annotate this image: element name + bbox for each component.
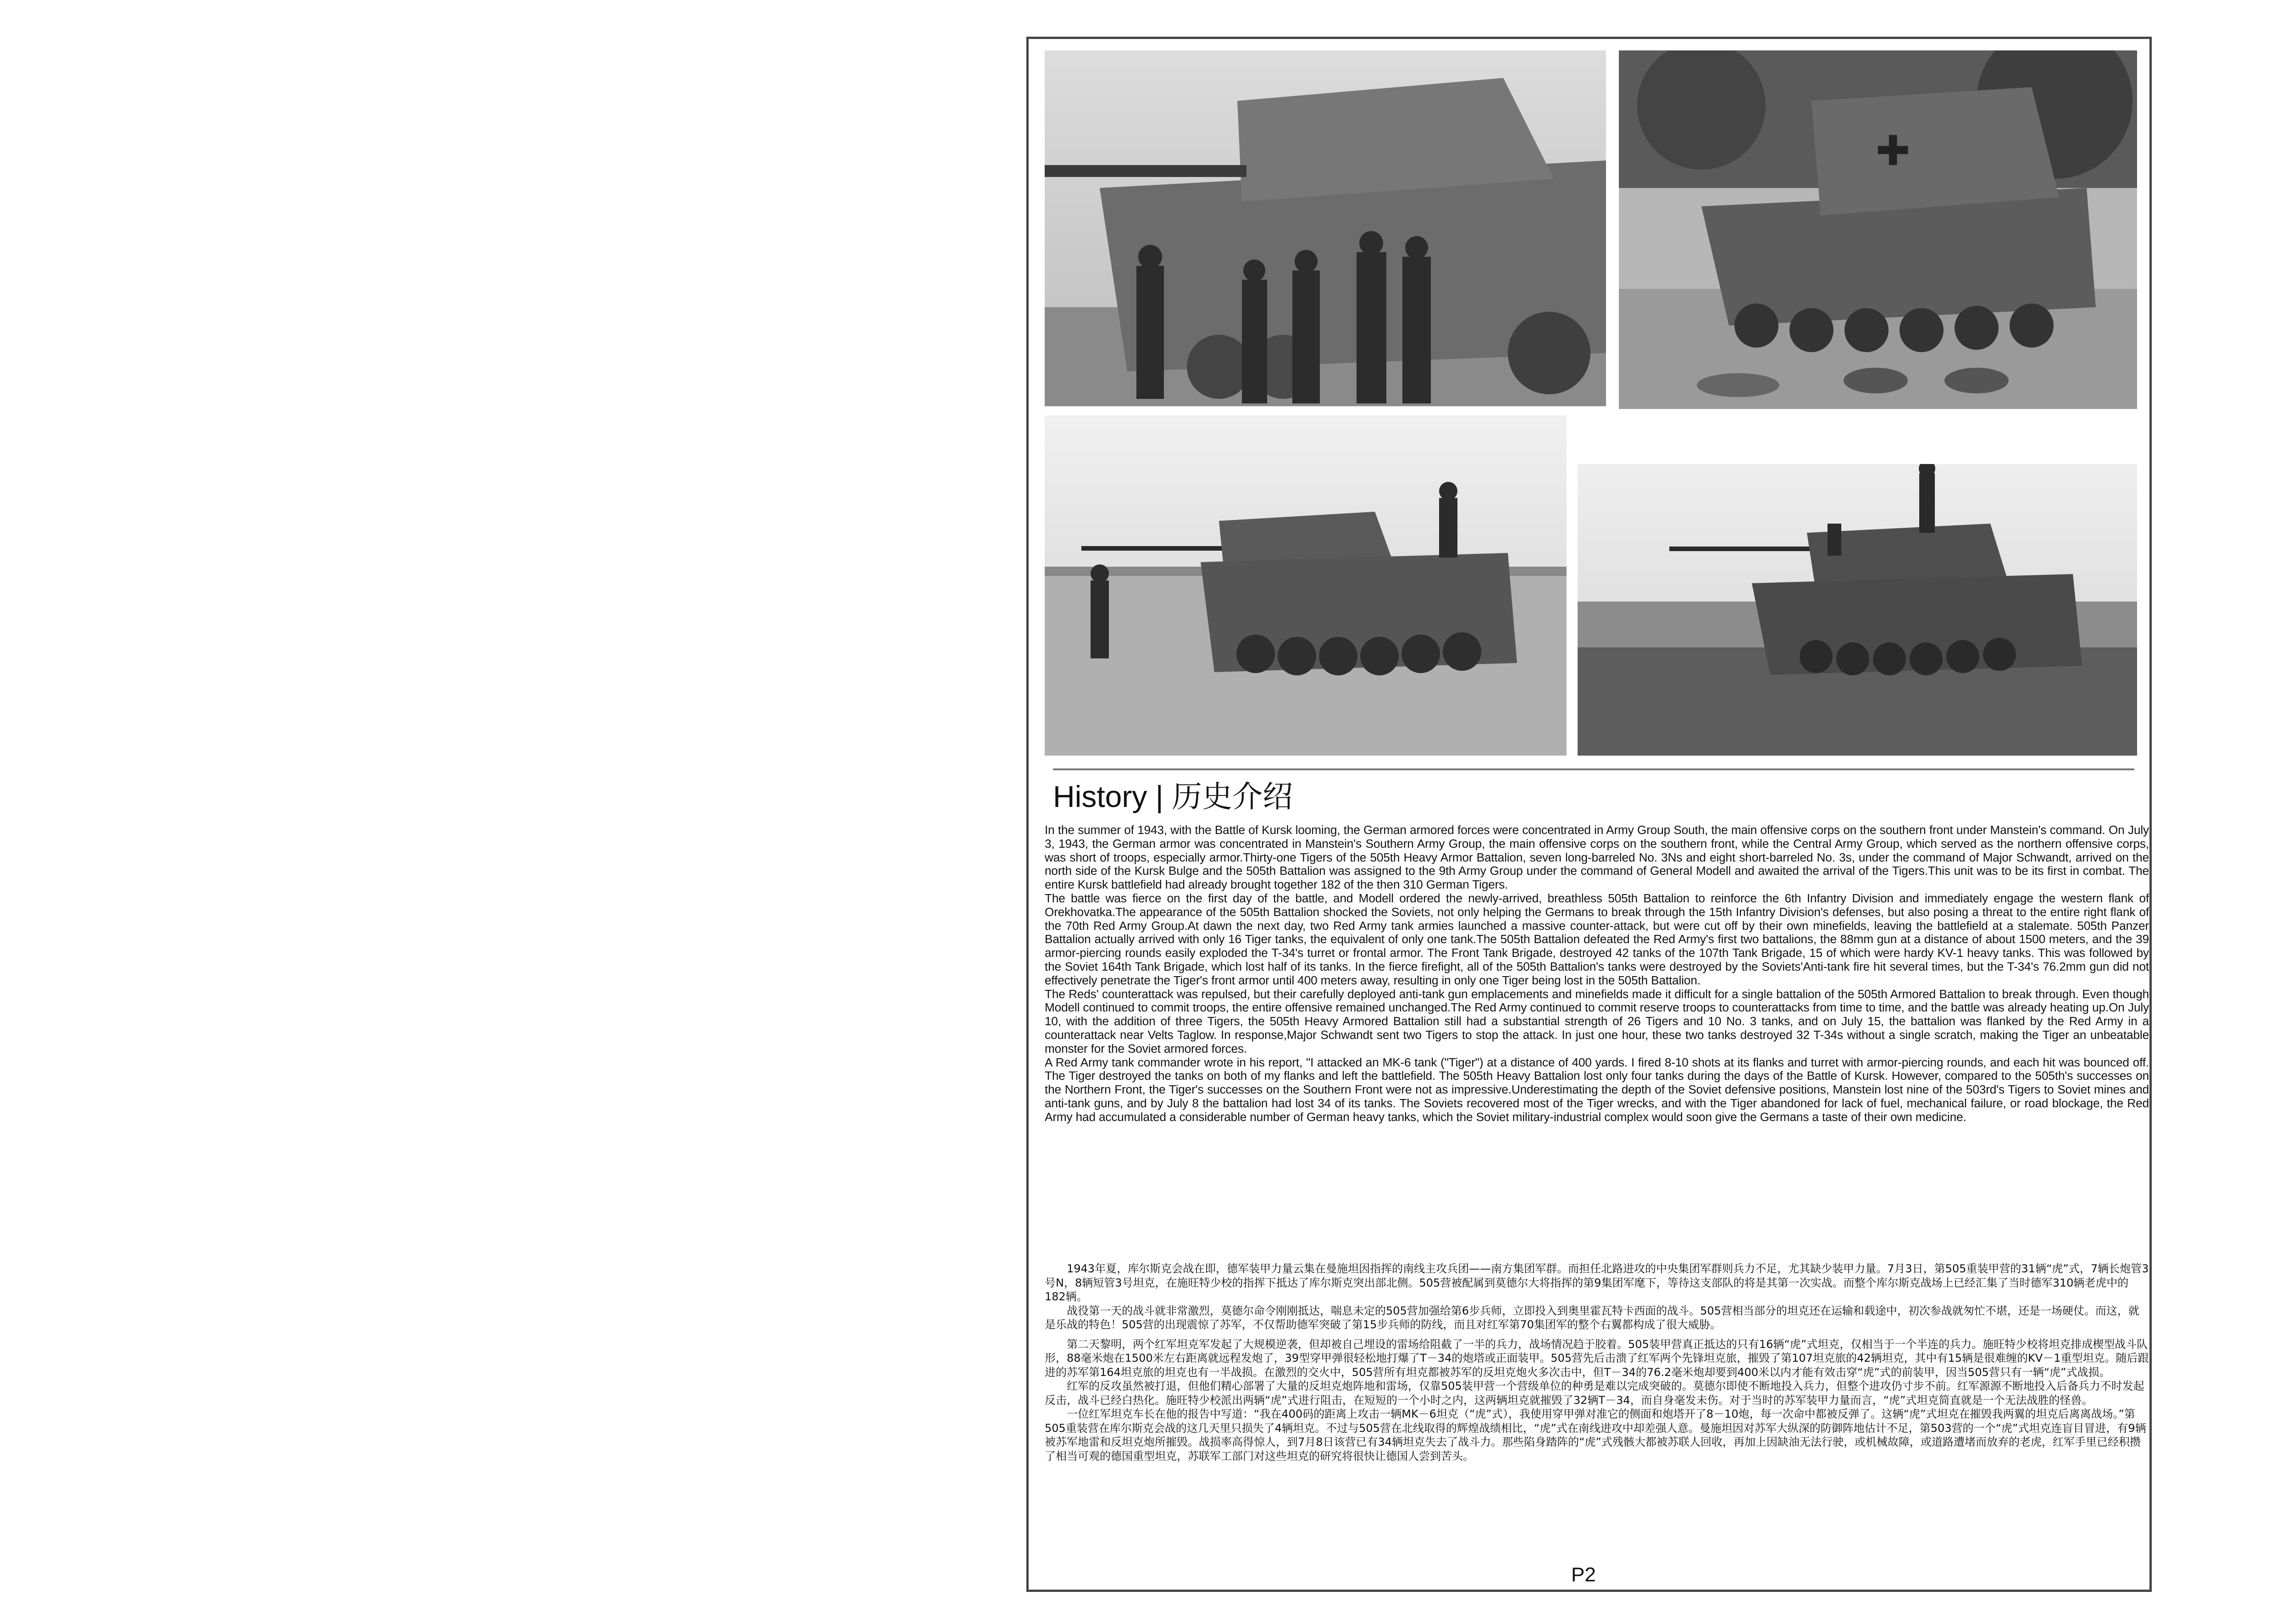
photo-tiger-crew-image: [1045, 50, 1606, 406]
chinese-paragraph: 第二天黎明，两个红军坦克军发起了大规模逆袭，但却被自己埋设的雷场给阻截了一半的兵力，战场情况趋于胶着。505装甲营真正抵达的只有16辆“虎”式坦克，仅相当于一个半连的兵力。施旺特少校将坦克排成楔型战斗队形，88毫米炮在1500米左右距离就远程发炮了，39型穿甲弹很轻松地打爆了T－34的炮塔或正面装甲。505营先后击溃了红军两个先锋坦克旅，摧毁了第107坦克旅的42辆坦克，其中有15辆是很难缠的KV－1重型坦克。随后跟进的苏军第164坦克旅的坦克也有一半战损。在激烈的交火中，505营所有坦克都被苏军的反坦克炮火多次击中，但T－34的76.2毫米炮却要到400米以内才能有效击穿“虎”式的前装甲，因当505营只有一辆“虎”式战损。: [1045, 1337, 2149, 1379]
english-paragraph: A Red Army tank commander wrote in his report, "I attacked an MK-6 tank ("Tiger") at a distance of 400 yards. I fired 8-10 shots at its flanks and turret with armor-piercing rounds, and each hit was bounced off. The Tiger destroyed the tanks on both of my flanks and left the battlefield. The 505th Heavy Battalion lost only four tanks during the days of the Battle of Kursk. However, compared to the 505th's successes on the Northern Front, the Tiger's successes on the Southern Front were not as impressive.Underestimating the depth of the Soviet defensive positions, Manstein lost nine of the 503rd's Tigers to Soviet mines and anti-tank guns, and by July 8 the battalion had lost 34 of its tanks. The Soviets recovered most of the Tiger wrecks, and with the Tiger abandoned for lack of fuel, mechanical failure, or road blockage, the Red Army had accumulated a considerable number of German heavy tanks, which the Soviet military-industrial complex would soon give the Germans a taste of their own medicine.: [1045, 1055, 2149, 1124]
english-paragraph: The Reds' counterattack was repulsed, but their carefully deployed anti-tank gun emplacements and minefields made it difficult for a single battalion of the 505th Armored Battalion to break through. Even though Modell continued to commit troops, the entire offensive remained unchanged.The Red Army continued to commit reserve troops to counterattacks from time to time, and the battle was already heating up.On July 10, with the addition of three Tigers, the 505th Heavy Armored Battalion still had a substantial strength of 26 Tigers and 10 No. 3 tanks, and on July 15, the battalion was flanked by the Red Army in a counterattack near Velts Taglow. In response,Major Schwandt sent two Tigers to stop the attack. In just one hour, these two tanks destroyed 32 T-34s without a single scratch, making the Tiger an unbeatable monster for the Soviet armored forces.: [1045, 987, 2149, 1055]
history-heading: History | 历史介绍: [1053, 779, 1293, 813]
english-paragraph: The battle was fierce on the first day of the battle, and Modell ordered the newly-arrived, breathless 505th Battalion to reinforce the 6th Infantry Division and immediately engage the western flank of Orekhovatka.The appearance of the 505th Battalion shocked the Soviets, not only helping the Germans to break through the 15th Infantry Division's defenses, but also posing a threat to the entire right flank of the 70th Red Army Group.At dawn the next day, two Red Army tank armies launched a massive counter-attack, but were cut off by their own minefields, leaving the battlefield at a stalemate. 505th Panzer Battalion actually arrived with only 16 Tiger tanks, the equivalent of only one tank.The 505th Battalion defeated the Red Army's first two battalions, the 88mm gun at a distance of about 1500 meters, and the 39 armor-piercing rounds easily exploded the T-34's turret or frontal armor. The Front Tank Brigade, destroyed 42 tanks of the 107th Tank Brigade, 15 of which were hardy KV-1 heavy tanks. This was followed by the Soviet 164th Tank Brigade, which lost half of its tanks. In the fierce firefight, all of the 505th Battalion's tanks were destroyed by the Soviets'Anti-tank fire hit several times, but the T-34's 76.2mm gun did not effectively penetrate the Tiger's front armor until 400 meters away, resulting in only one Tiger being lost in the 505th Battalion.: [1045, 891, 2149, 987]
english-paragraph: In the summer of 1943, with the Battle of Kursk looming, the German armored forces were concentrated in Army Group South, the main offensive corps on the southern front under Manstein's command. On July 3, 1943, the German armor was concentrated in Manstein's Southern Army Group, the main offensive corps on the southern front, while the Central Army Group, which served as the northern offensive corps, was short of troops, especially armor.Thirty-one Tigers of the 505th Heavy Armor Battalion, seven long-barreled No. 3Ns and eight short-barreled No. 3s, under the command of Major Schwandt, arrived on the north side of the Kursk Bulge and the 505th Battalion was assigned to the 9th Army Group under the command of General Modell and awaited the arrival of the Tigers.This unit was to be its first in combat. The entire Kursk battlefield had already brought together 182 of the then 310 German Tigers.: [1045, 823, 2149, 892]
chinese-paragraph: 1943年夏，库尔斯克会战在即，德军装甲力量云集在曼施坦因指挥的南线主攻兵团——南方集团军群。而担任北路进攻的中央集团军群则兵力不足，尤其缺少装甲力量。7月3日，第505重装甲营的31辆“虎”式，7辆长炮管3号N，8辆短管3号坦克，在施旺特少校的指挥下抵达了库尔斯克突出部北侧。505营被配属到莫德尔大将指挥的第9集团军麾下，等待这支部队的将是其第一次实战。而整个库尔斯克战场上已经汇集了当时德军310辆老虎中的182辆。: [1045, 1262, 2149, 1303]
history-chinese-text: [1045, 1262, 2149, 1463]
photo-tiger-grass: [1578, 464, 2137, 756]
photo-tiger-repair-image: [1619, 50, 2137, 409]
photo-tiger-crew: [1045, 50, 1606, 406]
history-english-text: [1045, 823, 2149, 1124]
photo-tiger-repair: [1619, 50, 2137, 409]
chinese-paragraph: 战役第一天的战斗就非常激烈，莫德尔命令刚刚抵达，喘息未定的505营加强给第6步兵师，立即投入到奥里霍瓦特卡西面的战斗。505营相当部分的坦克还在运输和载途中，初次参战就匆忙不堪，还是一场硬仗。而这，就是乐战的特色！505营的出现震惊了苏军，不仅帮助德军突破了第15步兵师的防线，而且对红军第70集团军的整个右翼都构成了很大威胁。: [1045, 1304, 2139, 1331]
photo-tiger-field-image: [1045, 415, 1567, 756]
photo-tiger-field: [1045, 415, 1567, 756]
svg-text:✚: ✚: [1876, 127, 1911, 175]
chinese-paragraph: 红军的反攻虽然被打退，但他们精心部署了大量的反坦克炮阵地和雷场，仅靠505装甲营一个营级单位的种勇是难以完成突破的。莫德尔即使不断地投入兵力，但整个进攻仍寸步不前。红军源源不断地投入后备兵力不时发起反击，战斗已经白热化。施旺特少校派出两辆“虎”式进行阻击，在短短的一个小时之内，这两辆坦克就摧毁了32辆T－34，而自身毫发未伤。对于当时的苏军装甲力量而言，“虎”式坦克简直就是一个无法战胜的怪兽。: [1045, 1380, 2144, 1407]
history-divider: [1053, 768, 2134, 770]
chinese-paragraph: 一位红军坦克车长在他的报告中写道：“我在400码的距离上攻击一辆MK－6坦克（“虎”式），我使用穿甲弹对准它的侧面和炮塔开了8－10炮，每一次命中都被反弹了。这辆“虎”式坦克在摧毁我两翼的坦克后离离战场。”第505重装营在库尔斯克会战的这几天里只损失了4辆坦克。不过与505营在北线取得的辉煌战绩相比，“虎”式在南线进攻中却差强人意。曼施坦因对苏军大纵深的防御阵地估计不足，第503营的一个“虎”式坦克连盲目冒进，有9辆被苏军地雷和反坦克炮所摧毁。战损率高得惊人，到7月8日该营已有34辆坦克失去了战斗力。那些陷身踏阵的“虎”式残骸大都被苏联人回收，再加上因缺油无法行驶，或机械故障，或道路遭堵而放弃的老虎，红军手里已经积攒了相当可观的德国重型坦克，苏联军工部门对这些坦克的研究将很快让德国人尝到苦头。: [1045, 1408, 2146, 1463]
page-number: P2: [1571, 1563, 1596, 1586]
photo-tiger-grass-image: [1578, 464, 2137, 756]
